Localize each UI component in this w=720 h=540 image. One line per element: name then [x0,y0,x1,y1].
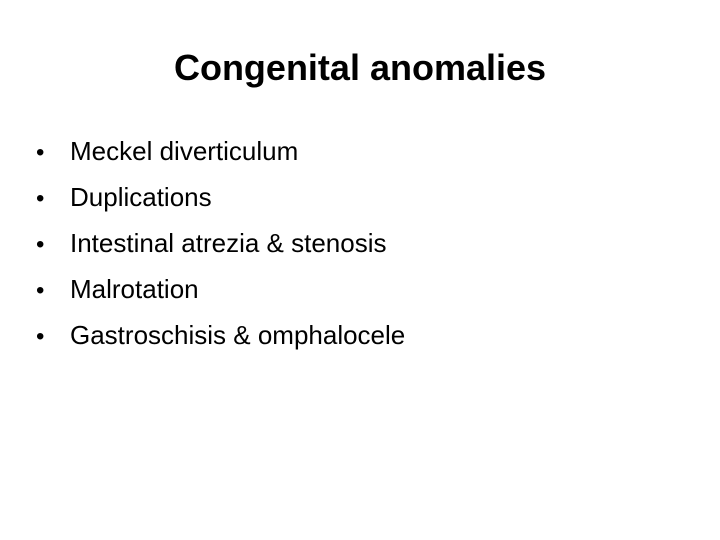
list-item [36,220,676,266]
bullet-icon: • [36,277,45,304]
list-item [36,128,676,174]
list-item-text: Meckel diverticulum [70,136,299,166]
bullet-icon: • [36,323,45,350]
list-item-text: Malrotation [70,274,199,304]
list-item [36,312,676,358]
slide-title: Congenital anomalies [173,47,547,88]
bullet-icon: • [36,231,45,258]
list-item [36,174,676,220]
list-item-text: Intestinal atrezia & stenosis [70,228,387,258]
bullet-icon: • [36,185,45,212]
list-item [36,266,676,312]
bullet-list [36,128,676,358]
list-item-text: Duplications [70,182,212,212]
list-item-text: Gastroschisis & omphalocele [70,320,406,350]
bullet-icon: • [36,139,45,166]
